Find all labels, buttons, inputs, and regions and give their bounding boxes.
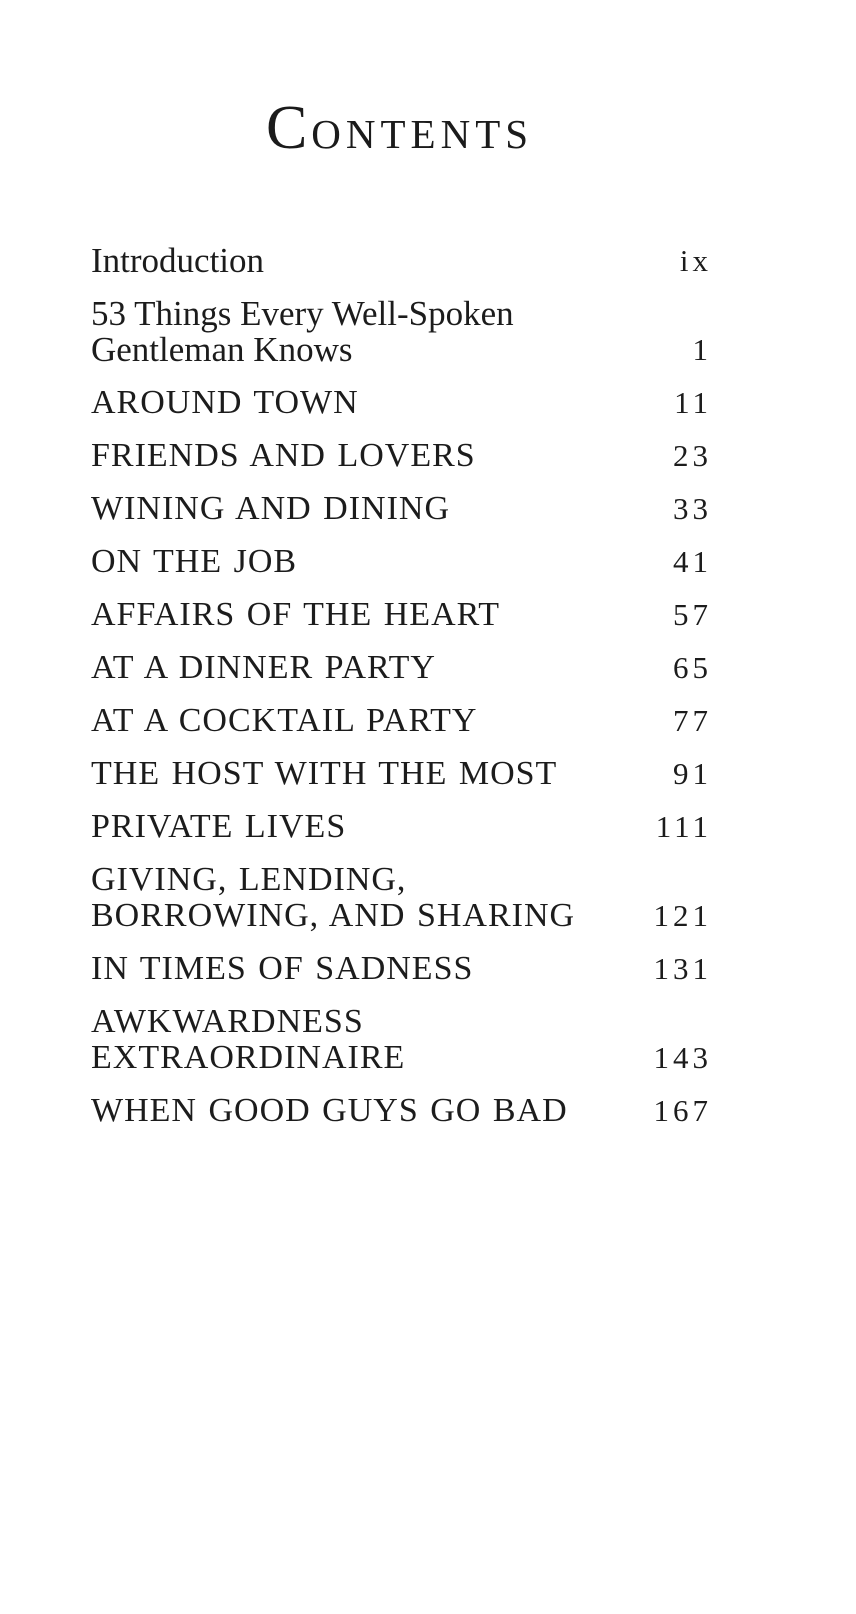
toc-entry-wining-and-dining (91, 490, 712, 527)
toc-entry-page-number: 131 (653, 951, 712, 986)
toc-content-column (91, 0, 712, 1614)
page-title (91, 94, 708, 162)
toc-entry-private-lives (91, 808, 712, 845)
toc-entry-around-town (91, 384, 712, 421)
toc-entry-title: GIVING, LENDING, BORROWING, AND SHARING (91, 861, 576, 934)
toc-entry-affairs-of-the-heart (91, 596, 712, 633)
toc-entry-page-number: 77 (673, 703, 712, 738)
toc-entry-title: AT A COCKTAIL PARTY (91, 702, 478, 739)
toc-entry-title: WINING AND DINING (91, 490, 451, 527)
toc-entry-title: AROUND TOWN (91, 384, 359, 421)
toc-entry-on-the-job (91, 543, 712, 580)
toc-entry-at-a-dinner-party (91, 649, 712, 686)
toc-entry-title: AFFAIRS OF THE HEART (91, 596, 501, 633)
toc-entry-page-number: 33 (673, 491, 712, 526)
toc-entry-page-number: 91 (673, 756, 712, 791)
toc-entry-at-a-cocktail-party (91, 702, 712, 739)
toc-entry-page-number: 111 (655, 809, 712, 844)
toc-entry-page-number: ix (679, 243, 712, 278)
toc-entry-53-things (91, 294, 712, 369)
toc-entry-page-number: 121 (653, 898, 712, 933)
toc-entry-page-number: 23 (673, 438, 712, 473)
toc-entry-title: FRIENDS AND LOVERS (91, 437, 476, 474)
toc-entry-title: ON THE JOB (91, 543, 298, 580)
toc-entry-title: WHEN GOOD GUYS GO BAD (91, 1092, 568, 1129)
toc-entry-title: AT A DINNER PARTY (91, 649, 436, 686)
toc-entry-page-number: 65 (673, 650, 712, 685)
toc-entry-the-host-with-the-most (91, 755, 712, 792)
toc-entry-giving-lending-borrowing-sharing (91, 861, 712, 934)
toc-list (91, 241, 712, 1146)
toc-entry-when-good-guys-go-bad (91, 1092, 712, 1129)
toc-entry-title: AWKWARDNESS EXTRAORDINAIRE (91, 1003, 406, 1076)
toc-entry-title: Introduction (91, 241, 265, 280)
toc-entry-friends-and-lovers (91, 437, 712, 474)
toc-entry-awkwardness-extraordinaire (91, 1003, 712, 1076)
toc-entry-page-number: 41 (673, 544, 712, 579)
toc-entry-page-number: 167 (653, 1093, 712, 1128)
toc-entry-introduction (91, 241, 712, 280)
toc-entry-in-times-of-sadness (91, 950, 712, 987)
toc-entry-title: THE HOST WITH THE MOST (91, 755, 558, 792)
toc-entry-title: PRIVATE LIVES (91, 808, 347, 845)
toc-entry-page-number: 11 (674, 385, 712, 420)
toc-entry-title: IN TIMES OF SADNESS (91, 950, 474, 987)
toc-entry-title: 53 Things Every Well-Spoken Gentleman Knows (91, 294, 514, 369)
toc-entry-page-number: 143 (653, 1040, 712, 1075)
toc-entry-page-number: 57 (673, 597, 712, 632)
title-initial-letter: C (265, 94, 312, 162)
toc-entry-page-number: 1 (692, 332, 712, 367)
title-rest-letters: ONTENTS (311, 111, 534, 157)
